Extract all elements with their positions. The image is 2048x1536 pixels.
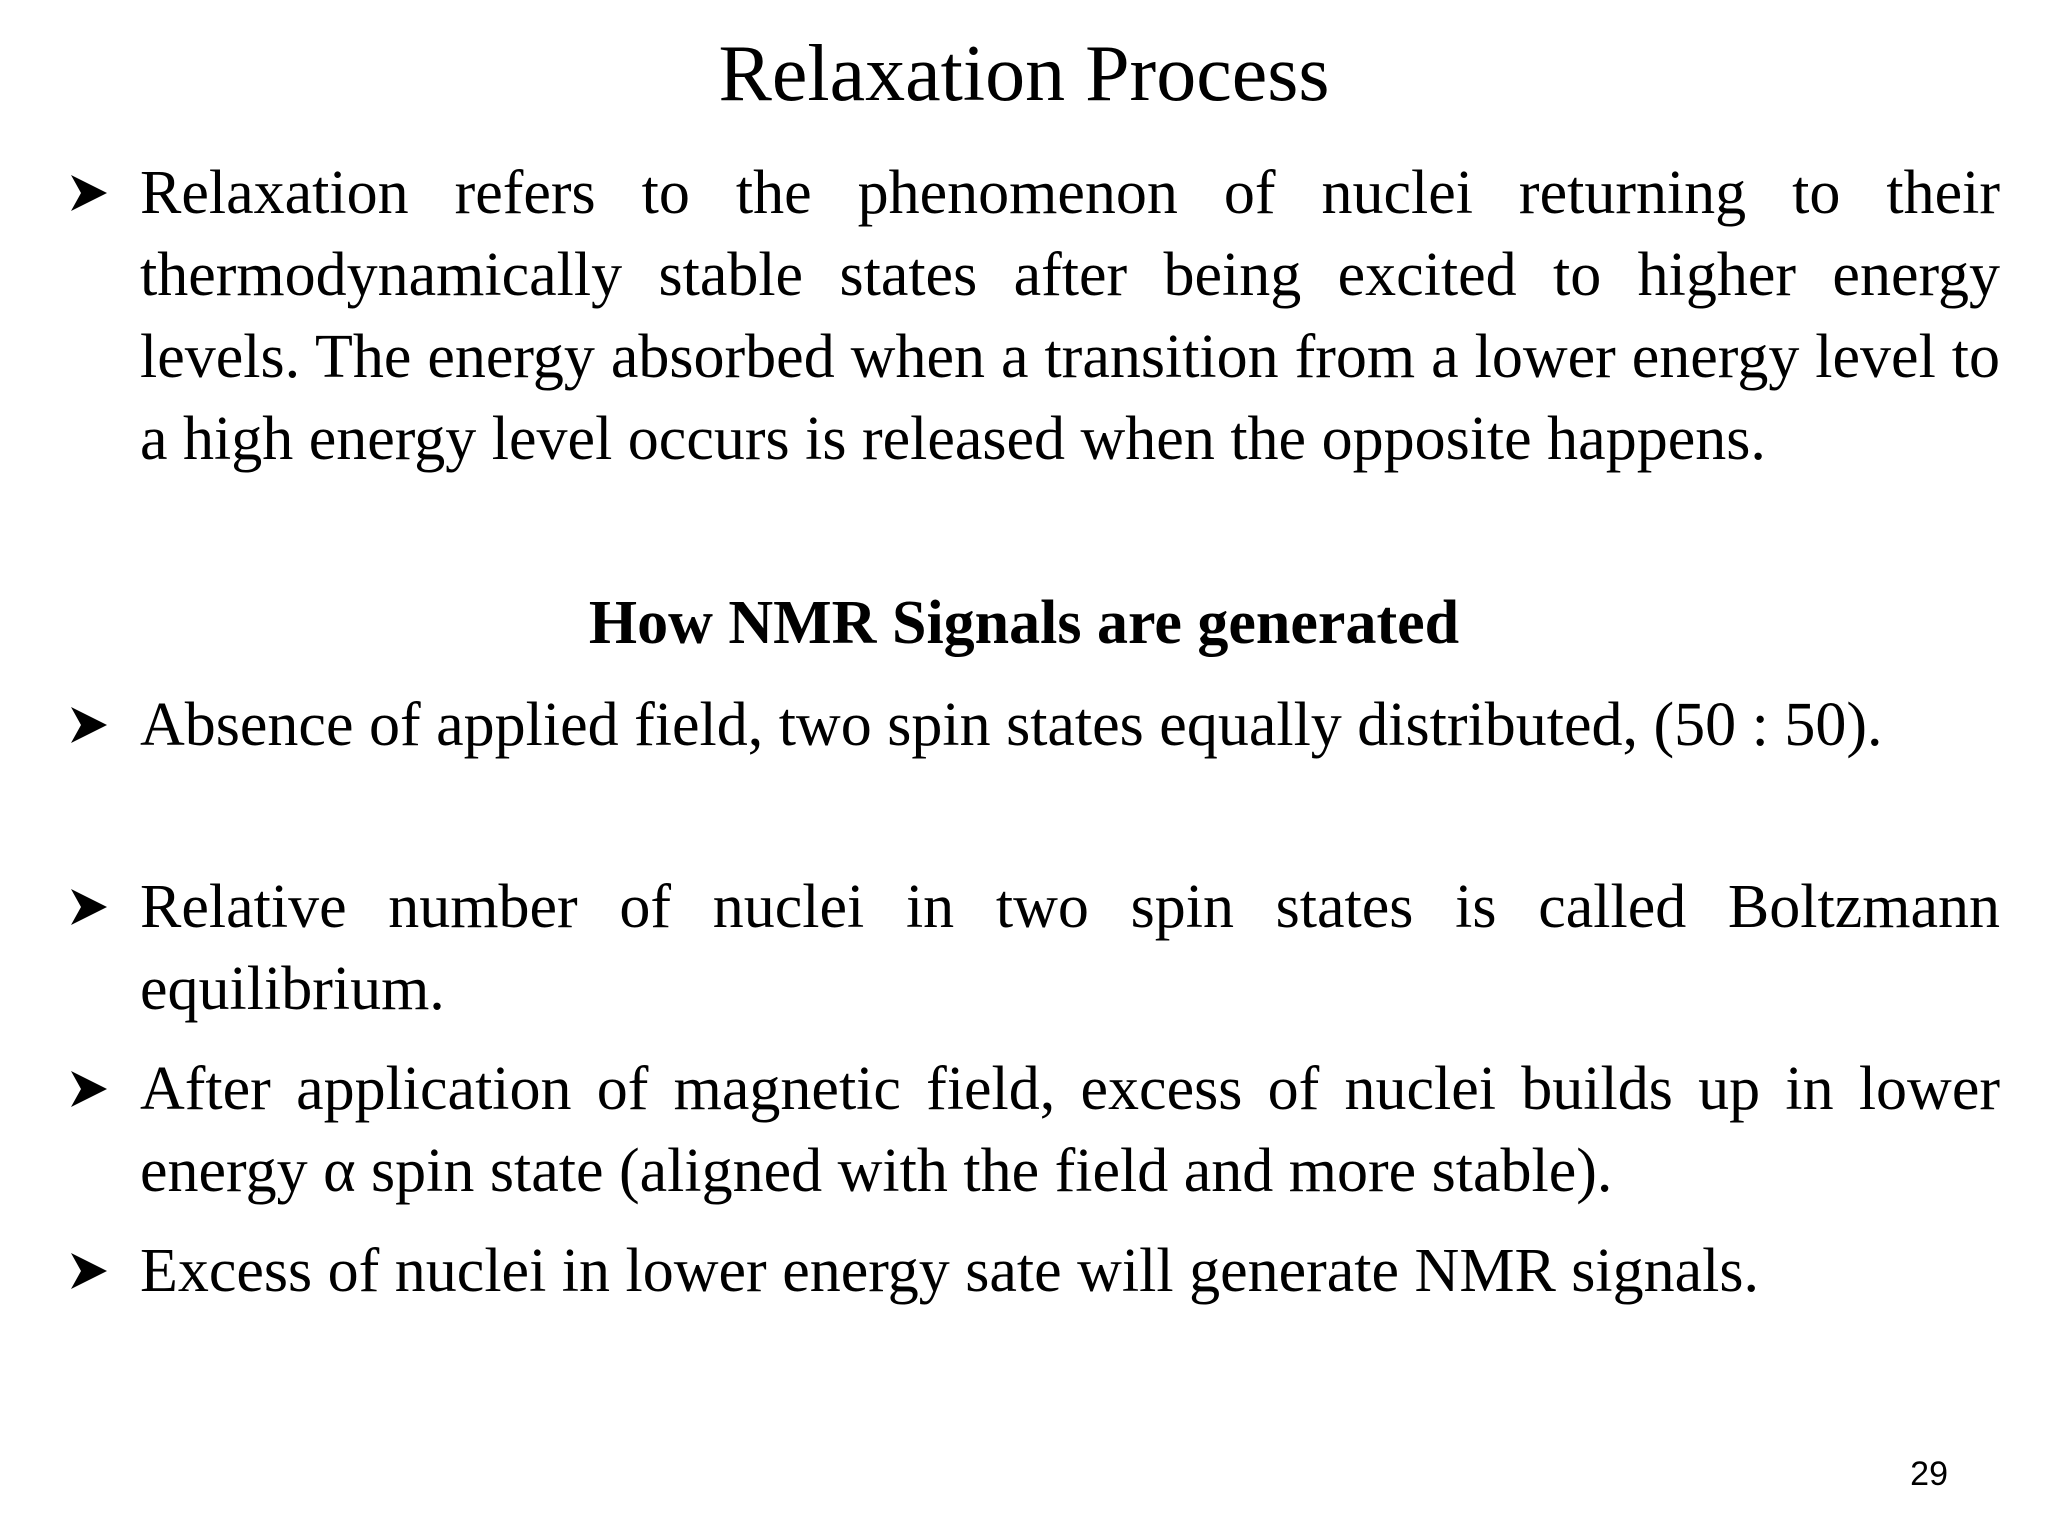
arrow-bullet-icon: [64, 870, 114, 944]
arrow-bullet-icon: [64, 688, 114, 762]
arrow-bullet-icon: [64, 1052, 114, 1126]
bullet-text: After application of magnetic field, excess of nuclei builds up in lower energy α spin state (aligned with the field and more stable).: [140, 1055, 2000, 1205]
section-subheading: How NMR Signals are generated: [588, 589, 1460, 657]
bullet-item: [64, 152, 2000, 480]
bullet-item: [64, 1230, 2000, 1312]
bullet-text: Relative number of nuclei in two spin states is called Boltzmann equilibrium.: [140, 873, 2000, 1023]
bullet-text: Absence of applied field, two spin states equally distributed, (50 : 50).: [140, 691, 1883, 759]
bullet-item: [64, 866, 2000, 1030]
page-number: 29: [1910, 1455, 1948, 1493]
bullet-item: [64, 684, 2000, 766]
slide-title: Relaxation Process: [718, 30, 1330, 118]
arrow-bullet-icon: [64, 156, 114, 230]
bullet-item: [64, 1048, 2000, 1212]
arrow-bullet-icon: [64, 1234, 114, 1308]
bullet-text: Excess of nuclei in lower energy sate will generate NMR signals.: [140, 1237, 1760, 1305]
bullet-text: Relaxation refers to the phenomenon of nuclei returning to their thermodynamically stable states after being excited to higher energy levels. The energy absorbed when a transition from a lower energy level to a high energy level occurs is released when the opposite happens.: [140, 159, 2000, 473]
